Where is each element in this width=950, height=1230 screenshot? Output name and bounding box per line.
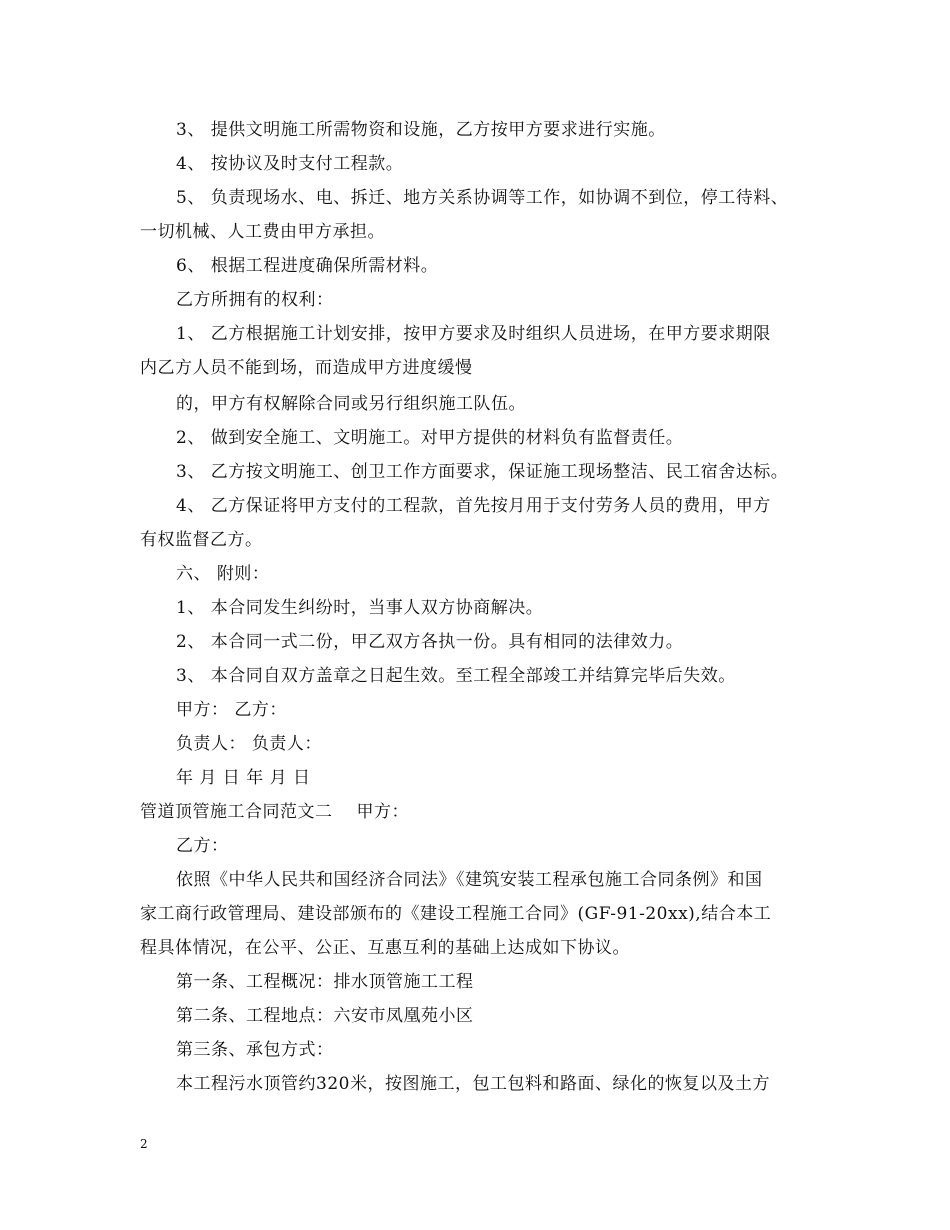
section-heading: 乙方所拥有的权利： <box>176 290 334 310</box>
party-b-label: 乙方： <box>176 836 229 856</box>
text-line: 家工商行政管理局、建设部颁布的《建设工程施工合同》(GF-91-20xx),结合本工 <box>140 904 772 924</box>
text-line: 的，甲方有权解除合同或另行组织施工队伍。 <box>176 394 526 414</box>
page-number: 2 <box>140 1137 148 1151</box>
signature-responsible: 负责人： 负责人： <box>176 734 322 754</box>
text-line: 第二条、工程地点：六安市凤凰苑小区 <box>176 1006 474 1026</box>
text-line: 4、 乙方保证将甲方支付的工程款，首先按月用于支付劳务人员的费用，甲方 <box>176 496 771 516</box>
text-line: 3、 乙方按文明施工、创卫工作方面要求，保证施工现场整洁、民工宿舍达标。 <box>176 462 789 482</box>
text-line: 2、 本合同一式二份，甲乙双方各执一份。具有相同的法律效力。 <box>176 632 684 652</box>
signature-parties: 甲方： 乙方： <box>176 700 287 720</box>
text-line: 1、 本合同发生纠纷时，当事人双方协商解决。 <box>176 598 544 618</box>
party-a-label: 甲方： <box>356 802 409 822</box>
text-line: 2、 做到安全施工、文明施工。对甲方提供的材料负有监督责任。 <box>176 428 684 448</box>
text-line: 一切机械、人工费由甲方承担。 <box>140 222 385 242</box>
text-line: 有权监督乙方。 <box>140 530 263 550</box>
section-heading: 六、 附则： <box>176 564 270 584</box>
text-line: 1、 乙方根据施工计划安排，按甲方要求及时组织人员进场，在甲方要求期限 <box>176 324 771 344</box>
text-line: 第三条、承包方式： <box>176 1040 334 1060</box>
text-line: 本工程污水顶管约320米，按图施工，包工包料和路面、绿化的恢复以及土方 <box>176 1074 770 1094</box>
contract-title: 管道顶管施工合同范文二 <box>140 802 333 822</box>
contract-title-line <box>140 802 409 822</box>
text-line: 3、 提供文明施工所需物资和设施，乙方按甲方要求进行实施。 <box>176 120 666 140</box>
text-line: 6、 根据工程进度确保所需材料。 <box>176 256 439 276</box>
text-line: 内乙方人员不能到场，而造成甲方进度缓慢 <box>140 358 473 378</box>
text-line: 4、 按协议及时支付工程款。 <box>176 154 404 174</box>
text-line: 第一条、工程概况：排水顶管施工工程 <box>176 972 474 992</box>
text-line: 5、 负责现场水、电、拆迁、地方关系协调等工作，如协调不到位，停工待料、 <box>176 188 789 208</box>
text-line: 程具体情况，在公平、公正、互惠互利的基础上达成如下协议。 <box>140 938 630 958</box>
signature-date: 年 月 日 年 月 日 <box>176 768 311 788</box>
text-line: 依照《中华人民共和国经济合同法》《建筑安装工程承包施工合同条例》和国 <box>176 870 763 890</box>
text-line: 3、 本合同自双方盖章之日起生效。至工程全部竣工并结算完毕后失效。 <box>176 666 736 686</box>
